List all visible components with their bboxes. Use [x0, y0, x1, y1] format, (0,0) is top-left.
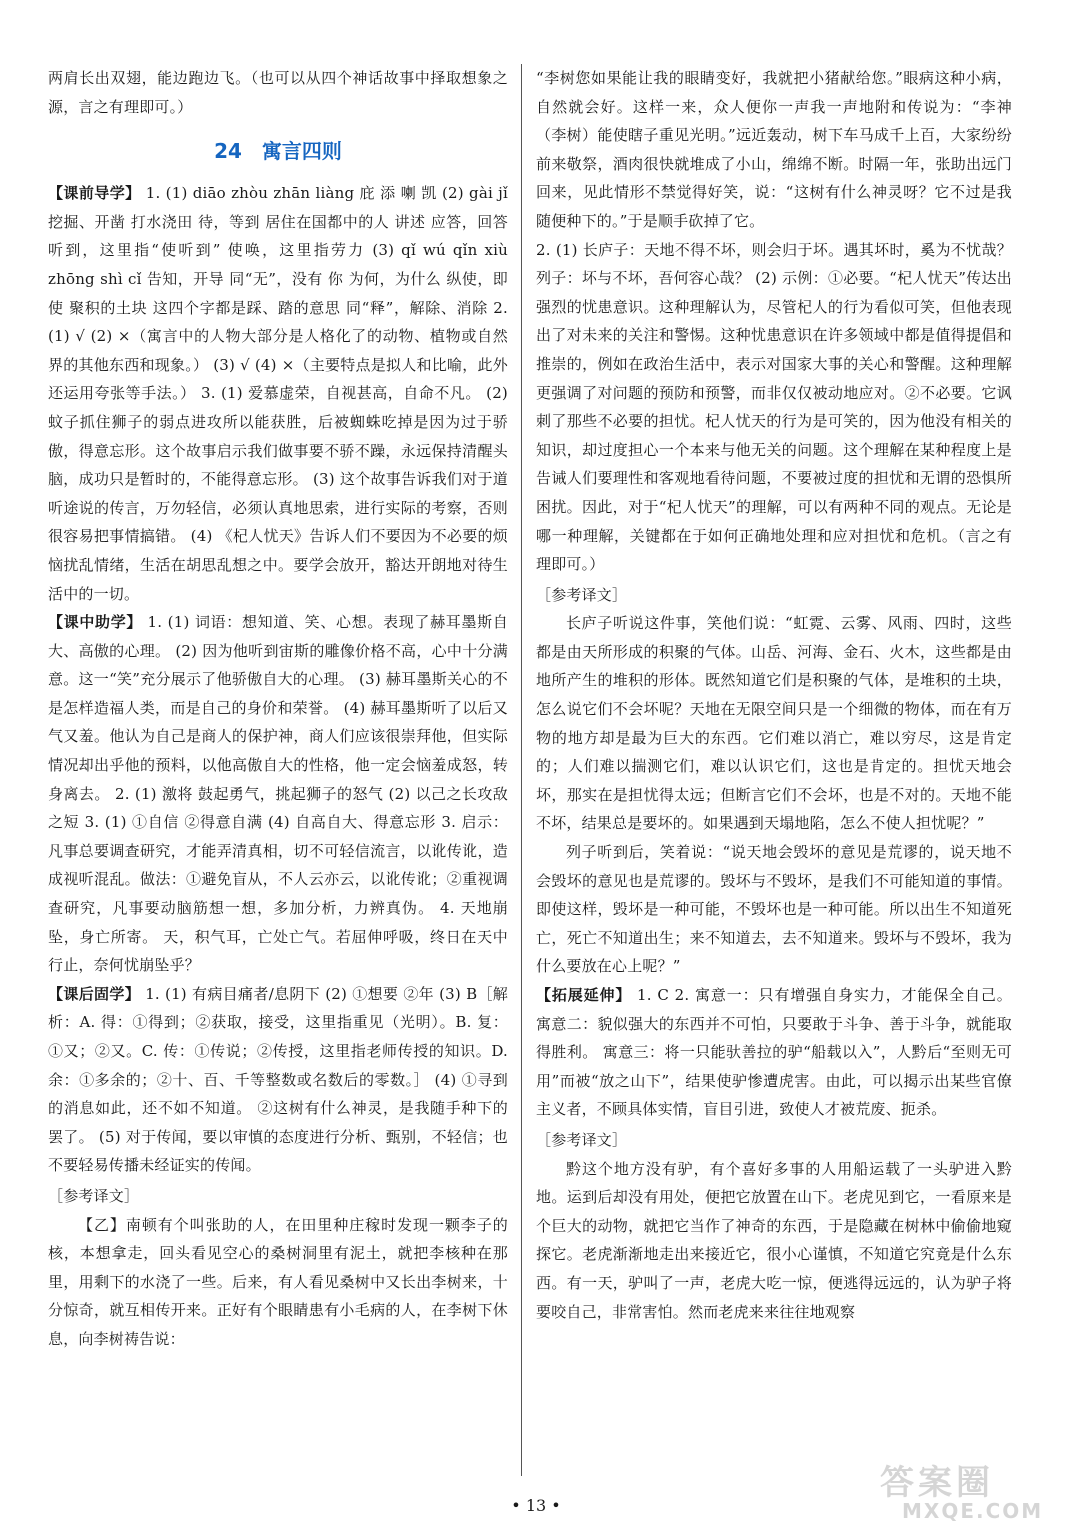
reference-translation-yi: 【乙】南顿有个叫张助的人，在田里种庄稼时发现一颗李子的核，本想拿走，回头看见空心的桑树洞里有泥土，就把李核种在那里，用剩下的水浇了一些。后来，有人看见桑树中又长出李树来，十分惊奇，就互相传开来。正好有个眼睛患有小毛病的人，在李树下休息，向李树祷告说： [48, 1215, 508, 1348]
right-column [536, 64, 1012, 1326]
pre-study-text: 1. (1) diāo zhòu zhān liàng 庇 添 喇 凯 (2) gài jǐ 挖掘、开凿 打水浇田 待，等到 居住在国都中的人 讲述 应答，回答 听到，这里指“使听到” 使唤，这里指劳力 (3) qǐ wú qǐn xiù zhōng shì cǐ 告知，开导 同“无”，没有 你 为何，为什么 纵使，即使 聚积的土块 这四个字都是踩、踏的意思 同“释”，解除、消除 2. (1) √ (2) ×（寓言中的人物大部分是人格化了的动物、植物或自然界的其他东西和现象。） (3) √ (4) ×（主要特点是拟人和比喻，此外还运用夸张等手法。） 3. (1) 爱慕虚荣，自视甚高，自命不凡。 (2) 蚊子抓住狮子的弱点进攻所以能获胜，后被蜘蛛吃掉是因为过于骄傲，得意忘形。这个故事启示我们做事要不骄不躁，永远保持清醒头脑，成功只是暂时的，不能得意忘形。 (3) 这个故事告诉我们对于道听途说的传言，万勿轻信，必须认真地思索，进行实际的考察，否则很容易把事情搞错。 (4) 《杞人忧天》告诉人们不要因为不必要的烦恼扰乱情绪，生活在胡思乱想之中。要学会放开，豁达开朗地对待生活中的一切。 [48, 184, 508, 603]
mid-study-label: 【课中助学】 [48, 613, 143, 632]
question-2-answer: 2. (1) 长庐子：天地不得不坏，则会归于坏。遇其坏时，奚为不忧哉？ 列子：坏与不坏，吾何容心哉？ (2) 示例：①必要。“杞人忧天”传达出强烈的忧患意识。这种理解认为，尽管杞人的行为看似可笑，但他表现出了对未来的关注和警惕。这种忧患意识在许多领域中都是值得提倡和推崇的，例如在政治生活中，表示对国家大事的关心和警醒。这种理解更强调了对问题的预防和预警，而非仅仅被动地应对。②不必要。它讽刺了那些不必要的担忧。杞人忧天的行为是可笑的，因为他没有相关的知识，却过度担心一个本来与他无关的问题。这个理解在某种程度上是告诫人们要理性和客观地看待问题，不要被过度的担忧和无谓的恐惧所困扰。因此，对于“杞人忧天”的理解，可以有两种不同的观点。无论是哪一种理解，关键都在于如何正确地处理和应对担忧和危机。（言之有理即可。） [536, 240, 1012, 574]
column-divider [521, 64, 522, 1476]
continued-translation: “李树您如果能让我的眼睛变好，我就把小猪献给您。”眼病这种小病，自然就会好。这样一来，众人便你一声我一声地附和传说为：“李神（李树）能使瞎子重见光明。”远近轰动，树下车马成千上百，大家纷纷前来敬祭，酒肉很快就堆成了小山，绵绵不断。时隔一年，张助出远门回来，见此情形不禁觉得好笑，说：“这树有什么神灵呀？它不过是我随便种下的。”于是顺手砍掉了它。 [536, 69, 1012, 230]
pre-study-section [48, 179, 508, 608]
mid-study-text: 1. (1) 词语：想知道、笑、心想。表现了赫耳墨斯自大、高傲的心理。 (2) 因为他听到宙斯的雕像价格不高，心中十分满意。这一“笑”充分展示了他骄傲自大的心理。 (3) 赫耳墨斯关心的不是怎样造福人类，而是自己的身价和荣誉。 (4) 赫耳墨斯听了以后又气又羞。他认为自己是商人的保护神，商人们应该很崇拜他，但实际情况却出乎他的预料，以他高傲自大的性格，他一定会恼羞成怒，转身离去。 2. (1) 激将 鼓起勇气，挑起狮子的怒气 (2) 以己之长攻敌之短 3. (1) ①自信 ②得意自满 (4) 自高自大、得意忘形 3. 启示：凡事总要调查研究，才能弄清真相，切不可轻信流言，以讹传讹，造成视听混乱。做法：①避免盲从，不人云亦云，以讹传讹；②重视调查研究，凡事要动脑筋想一想，多加分析，力辨真伪。 4. 天地崩坠，身亡所寄。 天，积气耳，亡处亡气。若屈伸呼吸，终日在天中行止，奈何忧崩坠乎？ [48, 613, 508, 975]
extension-section [536, 981, 1012, 1124]
watermark-text: 答案圈 [880, 1463, 994, 1503]
post-study-text: 1. (1) 有病目痛者/息阴下 (2) ①想要 ②年 (3) B［解析：A. 得：①得到；②获取，接受，这里指重见（光明）。B. 复：①又；②又。C. 传：①传说；②传授，这里指老师传授的知识。D. 余：①多余的；②十、百、千等整数或名数后的零数。］ (4) ①寻到的消息如此，还不如不知道。 ②这树有什么神灵，是我随手种下的罢了。 (5) 对于传闻，要以审慎的态度进行分析、甄别，不轻信；也不要轻易传播未经证实的传闻。 [48, 984, 509, 1175]
translation-paragraph: 列子听到后，笑着说：“说天地会毁坏的意见是荒谬的，说天地不会毁坏的意见也是荒谬的。毁坏与不毁坏，是我们不可能知道的事情。即使这样，毁坏是一种可能，不毁坏也是一种可能。所以出生不知道死亡，死亡不知道出生；来不知道去，去不知道来。毁坏与不毁坏，我为什么要放在心上呢？” [536, 843, 1012, 976]
reference-label: ［参考译文］ [536, 585, 628, 604]
reference-label: ［参考译文］ [48, 1186, 140, 1205]
page-number: • 13 • [511, 1496, 561, 1515]
post-study-label: 【课后固学】 [48, 984, 141, 1003]
intro-paragraph: 两肩长出双翅，能边跑边飞。（也可以从四个神话故事中择取想象之源，言之有理即可。） [48, 69, 508, 116]
translation-paragraph: 黔这个地方没有驴，有个喜好多事的人用船运载了一头驴进入黔地。运到后却没有用处，便把它放置在山下。老虎见到它，一看原来是个巨大的动物，就把它当作了神奇的东西，于是隐藏在树林中偷偷地窥探它。老虎渐渐地走出来接近它，很小心谨慎，不知道它究竟是什么东西。有一天，驴叫了一声，老虎大吃一惊，便逃得远远的，认为驴子将要咬自己，非常害怕。然而老虎来来往往地观察 [536, 1159, 1012, 1321]
extension-label: 【拓展延伸】 [536, 986, 632, 1004]
pre-study-label: 【课前导学】 [48, 184, 141, 203]
extension-text: 1. C 2. 寓意一：只有增强自身实力，才能保全自己。 寓意二：貌似强大的东西并不可怕，只要敢于斗争、善于斗争，就能取得胜利。 寓意三：将一只能驮善拉的驴“船载以入”，人黔后“至则无可用”而被“放之山下”，结果使驴惨遭虎害。由此，可以揭示出某些官僚主义者，不顾具体实情，盲目引进，致使人才被荒废、扼杀。 [536, 986, 1013, 1119]
translation-paragraph: 长庐子听说这件事，笑他们说：“虹霓、云雾、风雨、四时，这些都是由天所形成的积聚的气体。山岳、河海、金石、火木，这些都是由地所产生的堆积的形体。既然知道它们是积聚的气体，是堆积的土块，怎么说它们不会坏呢？天地在无限空间只是一个细微的物体，而在有万物的地方却是最为巨大的东西。它们难以消亡，难以穷尽，这是肯定的；人们难以揣测它们，难以认识它们，这也是肯定的。担忧天地会坏，那实在是担忧得太远；但断言它们不会坏，也是不对的。天地不能不坏，结果总是要坏的。如果遇到天塌地陷，怎么不使人担忧呢？” [536, 614, 1012, 833]
reference-label: ［参考译文］ [536, 1130, 628, 1149]
watermark-logo [880, 1455, 1050, 1525]
mid-study-section [48, 608, 508, 980]
left-column [48, 64, 508, 1354]
lesson-title: 24 寓言四则 [214, 139, 342, 164]
watermark-url: MXQE.COM [902, 1499, 1044, 1523]
post-study-section [48, 980, 508, 1180]
